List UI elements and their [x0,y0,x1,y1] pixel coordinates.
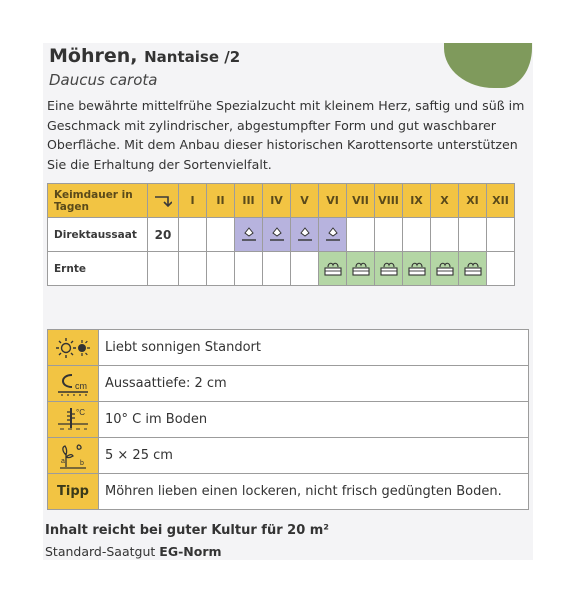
seed-sowing-icon [296,226,314,244]
keimdauer-label: Keimdauer in Tagen [48,184,148,218]
month-header: IV [263,184,291,218]
cultivation-info [47,329,529,510]
description: Eine bewährte mittelfrühe Spezialzucht mit kleinem Herz, saftig und süß im Geschmack mit zylindrischer, abgestumpfter Form und gut waschbarer Oberfläche. Mit dem Anbau dieser historischen Karottensorte unterstützen Sie die Erhaltung der Sortenvielfalt. [47,98,525,173]
latin-name: Daucus carota [49,71,158,89]
content-amount: Inhalt reicht bei guter Kultur für 20 m² [45,523,330,538]
calendar-row-direktaussaat [48,218,515,252]
month-header: IX [403,184,431,218]
info-text: 10° C im Boden [99,402,529,438]
thermometer-icon [48,402,99,438]
svg-text:b: b [80,459,84,467]
info-text: Möhren lieben einen lockeren, nicht frisch gedüngten Boden. [99,474,529,510]
seed-standard-prefix: Standard-Saatgut [45,544,156,559]
calendar-header-row [48,184,515,218]
month-cell-sowing [263,218,291,252]
month-cell-sowing [235,218,263,252]
info-text: Aussaattiefe: 2 cm [99,366,529,402]
product-title [49,45,240,67]
harvest-crate-icon [351,261,371,277]
seed-sowing-icon [240,226,258,244]
month-cell-sowing [319,218,347,252]
seed-sowing-icon [324,226,342,244]
month-cell-harvest [459,252,487,286]
month-cell [347,218,375,252]
month-cell-harvest [319,252,347,286]
month-cell-harvest [347,252,375,286]
info-row-depth [48,366,529,402]
info-row-temperature [48,402,529,438]
calendar-row-ernte [48,252,515,286]
month-cell [459,218,487,252]
month-header: VI [319,184,347,218]
row-label: Ernte [48,252,148,286]
sowing-depth-icon [48,366,99,402]
keimdauer-value: 20 [148,218,179,252]
seed-standard [45,544,222,559]
month-cell-harvest [431,252,459,286]
month-cell [291,252,319,286]
month-header: VIII [375,184,403,218]
harvest-crate-icon [463,261,483,277]
sowing-calendar [47,183,515,286]
month-cell [207,218,235,252]
seed-standard-norm: EG-Norm [159,544,222,559]
month-header: V [291,184,319,218]
svg-text:cm: cm [75,380,87,391]
month-cell [431,218,459,252]
info-row-tip [48,474,529,510]
month-header: I [179,184,207,218]
month-cell [179,252,207,286]
month-header: XII [487,184,515,218]
month-cell-harvest [375,252,403,286]
sun-icon [48,330,99,366]
month-cell [487,218,515,252]
arrow-down-right-icon [148,184,179,218]
harvest-crate-icon [435,261,455,277]
month-header: III [235,184,263,218]
plant-spacing-icon [48,438,99,474]
row-label: Direktaussaat [48,218,148,252]
month-header: XI [459,184,487,218]
title-variety: Nantaise /2 [144,48,241,66]
month-header: VII [347,184,375,218]
month-cell [207,252,235,286]
svg-text:°C: °C [76,407,85,417]
month-header: II [207,184,235,218]
month-cell-harvest [403,252,431,286]
month-cell-sowing [291,218,319,252]
month-cell [487,252,515,286]
info-row-spacing [48,438,529,474]
month-cell [263,252,291,286]
month-cell [179,218,207,252]
info-row-location [48,330,529,366]
month-cell [235,252,263,286]
tip-label: Tipp [48,474,99,510]
month-header: X [431,184,459,218]
svg-text:a: a [61,457,65,465]
month-cell [375,218,403,252]
harvest-crate-icon [379,261,399,277]
seed-sowing-icon [268,226,286,244]
keimdauer-value [148,252,179,286]
harvest-crate-icon [323,261,343,277]
info-text: 5 × 25 cm [99,438,529,474]
info-text: Liebt sonnigen Standort [99,330,529,366]
harvest-crate-icon [407,261,427,277]
title-main: Möhren, [49,45,138,67]
month-cell [403,218,431,252]
